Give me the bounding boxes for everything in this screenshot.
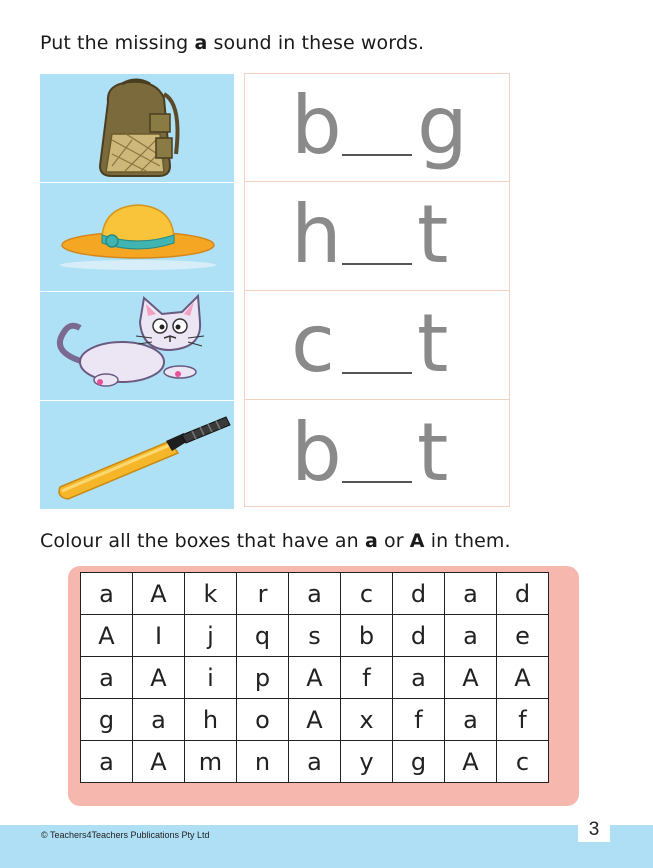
- grid-cell[interactable]: k: [185, 573, 237, 615]
- grid-cell[interactable]: a: [81, 657, 133, 699]
- grid-cell[interactable]: a: [81, 573, 133, 615]
- word-last-letter: t: [417, 297, 449, 390]
- answer-blank[interactable]: [342, 481, 412, 483]
- word-first-letter: b: [291, 406, 342, 499]
- backpack-picture: [40, 74, 234, 182]
- grid-row: [81, 615, 549, 657]
- grid-cell[interactable]: s: [289, 615, 341, 657]
- grid-row: [81, 699, 549, 741]
- grid-cell[interactable]: e: [497, 615, 549, 657]
- grid-cell[interactable]: o: [237, 699, 289, 741]
- grid-cell[interactable]: a: [133, 699, 185, 741]
- instruction-bold-letter: A: [409, 530, 425, 552]
- answer-blank[interactable]: [342, 263, 412, 265]
- word-table: [244, 73, 510, 507]
- grid-cell[interactable]: c: [497, 741, 549, 783]
- instruction-bold-letter: a: [364, 530, 378, 552]
- grid-row: [81, 741, 549, 783]
- grid-cell[interactable]: A: [497, 657, 549, 699]
- instruction-missing-a: [40, 32, 424, 54]
- grid-cell[interactable]: a: [289, 741, 341, 783]
- word-row-bat: [245, 401, 509, 507]
- instruction-text: in them.: [424, 530, 511, 552]
- grid-cell[interactable]: n: [237, 741, 289, 783]
- grid-cell[interactable]: q: [237, 615, 289, 657]
- grid-cell[interactable]: m: [185, 741, 237, 783]
- grid-cell[interactable]: i: [185, 657, 237, 699]
- grid-cell[interactable]: A: [81, 615, 133, 657]
- grid-cell[interactable]: b: [341, 615, 393, 657]
- instruction-text: Put the missing: [40, 32, 195, 54]
- grid-cell[interactable]: g: [81, 699, 133, 741]
- grid-cell[interactable]: d: [497, 573, 549, 615]
- grid-cell[interactable]: r: [237, 573, 289, 615]
- grid-cell[interactable]: x: [341, 699, 393, 741]
- answer-blank[interactable]: [342, 372, 412, 374]
- letter-grid-frame: [68, 566, 579, 806]
- instruction-colour-boxes: [40, 530, 511, 552]
- footer-bar: [0, 825, 653, 868]
- grid-cell[interactable]: a: [81, 741, 133, 783]
- grid-cell[interactable]: f: [497, 699, 549, 741]
- word-row-cat: [245, 292, 509, 400]
- grid-cell[interactable]: y: [341, 741, 393, 783]
- word-first-letter: b: [291, 79, 342, 172]
- grid-cell[interactable]: a: [289, 573, 341, 615]
- letter-grid: [80, 572, 549, 783]
- grid-row: [81, 657, 549, 699]
- word-last-letter: g: [417, 79, 468, 172]
- instruction-text: Colour all the boxes that have an: [40, 530, 365, 552]
- page-number: 3: [578, 818, 610, 842]
- copyright-text: © Teachers4Teachers Publications Pty Ltd: [41, 830, 210, 840]
- grid-cell[interactable]: a: [393, 657, 445, 699]
- grid-cell[interactable]: A: [133, 573, 185, 615]
- grid-cell[interactable]: j: [185, 615, 237, 657]
- grid-cell[interactable]: g: [393, 741, 445, 783]
- instruction-text: sound in these words.: [207, 32, 425, 54]
- grid-cell[interactable]: a: [445, 699, 497, 741]
- grid-cell[interactable]: a: [445, 615, 497, 657]
- instruction-text: or: [377, 530, 410, 552]
- cat-picture: [40, 292, 234, 400]
- word-row-hat: [245, 183, 509, 291]
- answer-blank[interactable]: [342, 154, 412, 156]
- grid-cell[interactable]: A: [289, 699, 341, 741]
- hat-picture: [40, 183, 234, 291]
- grid-cell[interactable]: d: [393, 573, 445, 615]
- grid-cell[interactable]: f: [393, 699, 445, 741]
- cricket-bat-picture: [40, 401, 234, 509]
- grid-cell[interactable]: I: [133, 615, 185, 657]
- grid-cell[interactable]: A: [289, 657, 341, 699]
- instruction-bold-letter: a: [194, 32, 208, 54]
- grid-cell[interactable]: A: [445, 657, 497, 699]
- grid-cell[interactable]: h: [185, 699, 237, 741]
- word-last-letter: t: [417, 188, 449, 281]
- word-first-letter: h: [291, 188, 342, 281]
- grid-cell[interactable]: d: [393, 615, 445, 657]
- grid-cell[interactable]: a: [445, 573, 497, 615]
- word-last-letter: t: [417, 406, 449, 499]
- grid-row: [81, 573, 549, 615]
- grid-cell[interactable]: A: [133, 741, 185, 783]
- grid-cell[interactable]: A: [445, 741, 497, 783]
- grid-cell[interactable]: c: [341, 573, 393, 615]
- word-first-letter: c: [291, 297, 335, 390]
- word-row-bag: [245, 74, 509, 182]
- grid-cell[interactable]: f: [341, 657, 393, 699]
- grid-cell[interactable]: p: [237, 657, 289, 699]
- grid-cell[interactable]: A: [133, 657, 185, 699]
